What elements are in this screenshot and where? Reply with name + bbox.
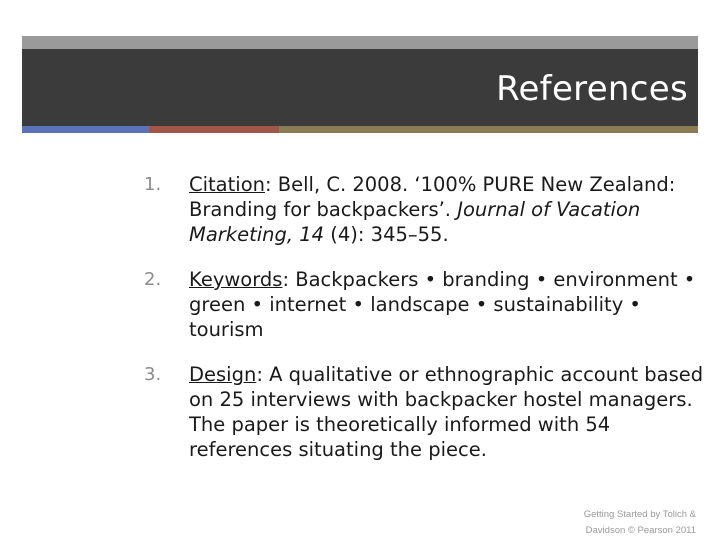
citation-pages: (4): 345–55. bbox=[324, 223, 449, 246]
keywords-label: Keywords bbox=[189, 268, 283, 291]
top-strip bbox=[22, 36, 698, 49]
citation-label: Citation bbox=[189, 173, 265, 196]
accent-bar-tan bbox=[279, 126, 698, 133]
journal-name: Journal of Vacation Marketing, 14 bbox=[189, 198, 641, 246]
footer-credit bbox=[536, 507, 696, 539]
reference-list bbox=[144, 172, 704, 482]
accent-bar-blue bbox=[22, 126, 149, 133]
design-text: : A qualitative or ethnographic account based on 25 interviews with backpacker hostel managers. The paper is theoretically informed with 54 references situating the piece. bbox=[189, 363, 704, 461]
item-number: 3. bbox=[144, 364, 162, 385]
item-number: 2. bbox=[144, 269, 162, 290]
accent-bar-red bbox=[149, 126, 279, 133]
title-bar bbox=[22, 49, 698, 126]
list-item-citation bbox=[144, 172, 704, 247]
slide-title: References bbox=[496, 69, 688, 109]
keywords-text: : Backpackers • branding • environment • green • internet • landscape • sustainability • tourism bbox=[189, 268, 696, 341]
footer-line-1: Getting Started by Tolich & bbox=[583, 509, 696, 520]
footer-line-2: Davidson © Pearson 2011 bbox=[585, 525, 696, 536]
citation-text: : Bell, C. 2008. ‘100% PURE New Zealand: Branding for backpackers’. bbox=[189, 173, 676, 221]
design-label: Design bbox=[189, 363, 257, 386]
list-item-design bbox=[144, 362, 704, 462]
item-number: 1. bbox=[144, 174, 162, 195]
list-item-keywords bbox=[144, 267, 704, 342]
